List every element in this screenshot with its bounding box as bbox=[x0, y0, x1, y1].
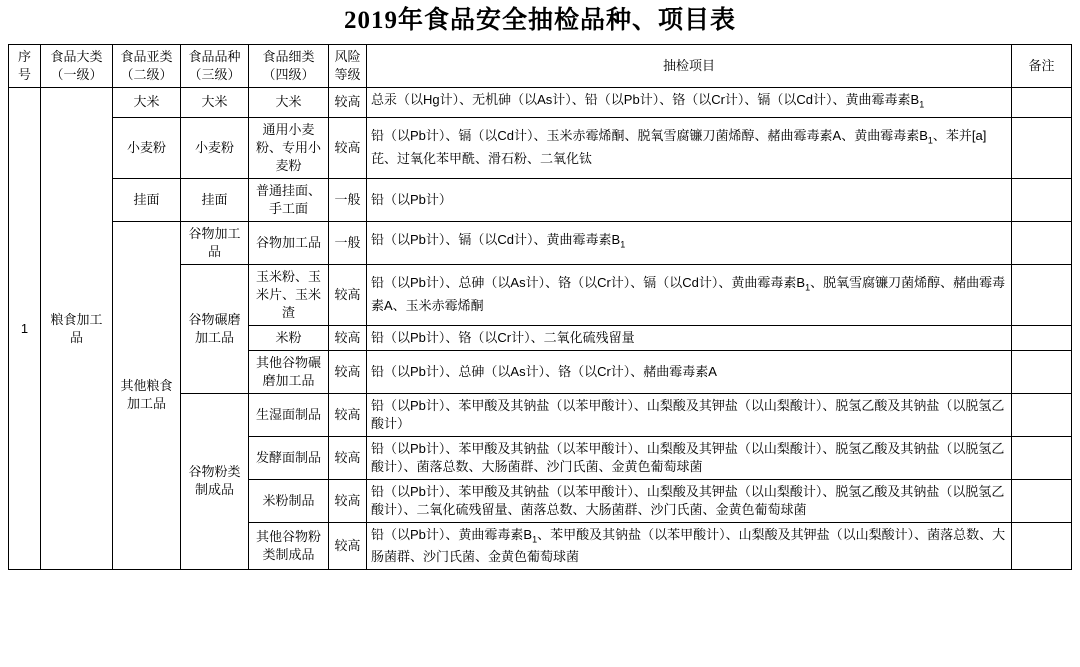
cell-note bbox=[1012, 264, 1072, 325]
items-text: 铅（以Pb计）、镉（以Cd计）、黄曲霉毒素B bbox=[371, 232, 621, 248]
cell-category-l4: 通用小麦粉、专用小麦粉 bbox=[249, 117, 329, 178]
cell-inspection-items bbox=[367, 393, 1012, 436]
items-text-tail: 、脱氧雪腐镰刀菌烯醇、赭曲霉毒素A、玉米赤霉烯酮 bbox=[371, 275, 1006, 313]
cell-risk-level: 较高 bbox=[329, 436, 367, 479]
cell-inspection-items bbox=[367, 436, 1012, 479]
cell-inspection-items bbox=[367, 88, 1012, 118]
cell-category-l3: 大米 bbox=[181, 88, 249, 118]
cell-category-l2: 其他粮食加工品 bbox=[113, 221, 181, 570]
cell-note bbox=[1012, 88, 1072, 118]
header-category-l3: 食品品种（三级） bbox=[181, 45, 249, 88]
items-text: 铅（以Pb计）、镉（以Cd计）、玉米赤霉烯酮、脱氧雪腐镰刀菌烯醇、赭曲霉毒素A、黄曲霉毒素B bbox=[371, 128, 928, 144]
items-text-tail: 、苯甲酸及其钠盐（以苯甲酸计）、山梨酸及其钾盐（以山梨酸计）、菌落总数、大肠菌群、沙门氏菌、金黄色葡萄球菌 bbox=[371, 526, 1006, 565]
header-note: 备注 bbox=[1012, 45, 1072, 88]
cell-inspection-items bbox=[367, 522, 1012, 570]
items-text: 铅（以Pb计）、苯甲酸及其钠盐（以苯甲酸计）、山梨酸及其钾盐（以山梨酸计）、脱氢乙酸及其钠盐（以脱氢乙酸计）、菌落总数、大肠菌群、沙门氏菌、金黄色葡萄球菌 bbox=[371, 440, 1005, 474]
cell-category-l4: 大米 bbox=[249, 88, 329, 118]
cell-note bbox=[1012, 436, 1072, 479]
cell-inspection-items bbox=[367, 117, 1012, 178]
cell-note bbox=[1012, 221, 1072, 264]
cell-category-l4: 米粉制品 bbox=[249, 479, 329, 522]
cell-risk-level: 较高 bbox=[329, 393, 367, 436]
table-row bbox=[9, 178, 1072, 221]
cell-category-l3: 谷物加工品 bbox=[181, 221, 249, 264]
items-text-tail: 、苯并[a]芘、过氧化苯甲酰、滑石粉、二氧化钛 bbox=[371, 128, 987, 166]
cell-risk-level: 较高 bbox=[329, 325, 367, 350]
cell-note bbox=[1012, 479, 1072, 522]
items-text: 总汞（以Hg计）、无机砷（以As计）、铅（以Pb计）、铬（以Cr计）、镉（以Cd计）、黄曲霉毒素B bbox=[371, 92, 920, 107]
cell-note bbox=[1012, 178, 1072, 221]
cell-category-l4: 普通挂面、手工面 bbox=[249, 178, 329, 221]
cell-inspection-items bbox=[367, 325, 1012, 350]
cell-category-l2: 大米 bbox=[113, 88, 181, 118]
cell-risk-level: 较高 bbox=[329, 117, 367, 178]
cell-risk-level: 较高 bbox=[329, 264, 367, 325]
cell-note bbox=[1012, 522, 1072, 570]
items-subscript: 1 bbox=[919, 99, 925, 110]
cell-category-l4: 发酵面制品 bbox=[249, 436, 329, 479]
cell-note bbox=[1012, 325, 1072, 350]
cell-category-l4: 其他谷物粉类制成品 bbox=[249, 522, 329, 570]
items-subscript: 1 bbox=[805, 282, 811, 293]
cell-note bbox=[1012, 350, 1072, 393]
cell-category-l4: 米粉 bbox=[249, 325, 329, 350]
cell-category-l2: 小麦粉 bbox=[113, 117, 181, 178]
cell-risk-level: 较高 bbox=[329, 479, 367, 522]
cell-category-l4: 其他谷物碾磨加工品 bbox=[249, 350, 329, 393]
cell-category-l4: 玉米粉、玉米片、玉米渣 bbox=[249, 264, 329, 325]
cell-risk-level: 一般 bbox=[329, 221, 367, 264]
items-text: 铅（以Pb计）、总砷（以As计）、铬（以Cr计）、镉（以Cd计）、黄曲霉毒素B bbox=[371, 275, 806, 291]
items-text: 铅（以Pb计）、总砷（以As计）、铬（以Cr计）、赭曲霉毒素A bbox=[371, 363, 717, 379]
header-category-l1: 食品大类（一级） bbox=[41, 45, 113, 88]
header-risk-level: 风险等级 bbox=[329, 45, 367, 88]
items-text: 铅（以Pb计）、苯甲酸及其钠盐（以苯甲酸计）、山梨酸及其钾盐（以山梨酸计）、脱氢乙酸及其钠盐（以脱氢乙酸计） bbox=[371, 397, 1005, 431]
cell-seq: 1 bbox=[9, 88, 41, 570]
cell-inspection-items bbox=[367, 264, 1012, 325]
items-subscript: 1 bbox=[927, 135, 933, 146]
cell-category-l3: 挂面 bbox=[181, 178, 249, 221]
table-row bbox=[9, 221, 1072, 264]
cell-category-l3: 谷物粉类制成品 bbox=[181, 393, 249, 570]
cell-category-l3: 小麦粉 bbox=[181, 117, 249, 178]
cell-inspection-items bbox=[367, 479, 1012, 522]
cell-category-l3: 谷物碾磨加工品 bbox=[181, 264, 249, 393]
cell-risk-level: 一般 bbox=[329, 178, 367, 221]
cell-category-l4: 生湿面制品 bbox=[249, 393, 329, 436]
items-text: 铅（以Pb计）、铬（以Cr计）、二氧化硫残留量 bbox=[371, 329, 635, 345]
header-seq: 序号 bbox=[9, 45, 41, 88]
inspection-items-table bbox=[8, 44, 1072, 570]
items-subscript: 1 bbox=[532, 534, 538, 545]
cell-risk-level: 较高 bbox=[329, 522, 367, 570]
items-text: 铅（以Pb计）、黄曲霉毒素B bbox=[371, 526, 533, 542]
cell-category-l1: 粮食加工品 bbox=[41, 88, 113, 570]
cell-risk-level: 较高 bbox=[329, 88, 367, 118]
cell-inspection-items bbox=[367, 221, 1012, 264]
items-text: 铅（以Pb计） bbox=[371, 191, 452, 207]
header-category-l4: 食品细类（四级） bbox=[249, 45, 329, 88]
header-inspection-items: 抽检项目 bbox=[367, 45, 1012, 88]
cell-inspection-items bbox=[367, 178, 1012, 221]
items-subscript: 1 bbox=[620, 239, 626, 250]
cell-category-l2: 挂面 bbox=[113, 178, 181, 221]
header-category-l2: 食品亚类（二级） bbox=[113, 45, 181, 88]
table-row bbox=[9, 117, 1072, 178]
cell-inspection-items bbox=[367, 350, 1012, 393]
cell-risk-level: 较高 bbox=[329, 350, 367, 393]
cell-note bbox=[1012, 393, 1072, 436]
table-header-row bbox=[9, 45, 1072, 88]
items-text: 铅（以Pb计）、苯甲酸及其钠盐（以苯甲酸计）、山梨酸及其钾盐（以山梨酸计）、脱氢乙酸及其钠盐（以脱氢乙酸计）、二氧化硫残留量、菌落总数、大肠菌群、沙门氏菌、金黄色葡萄球菌 bbox=[371, 483, 1005, 517]
table-row bbox=[9, 88, 1072, 118]
cell-note bbox=[1012, 117, 1072, 178]
page-title: 2019年食品安全抽检品种、项目表 bbox=[343, 7, 736, 34]
cell-category-l4: 谷物加工品 bbox=[249, 221, 329, 264]
